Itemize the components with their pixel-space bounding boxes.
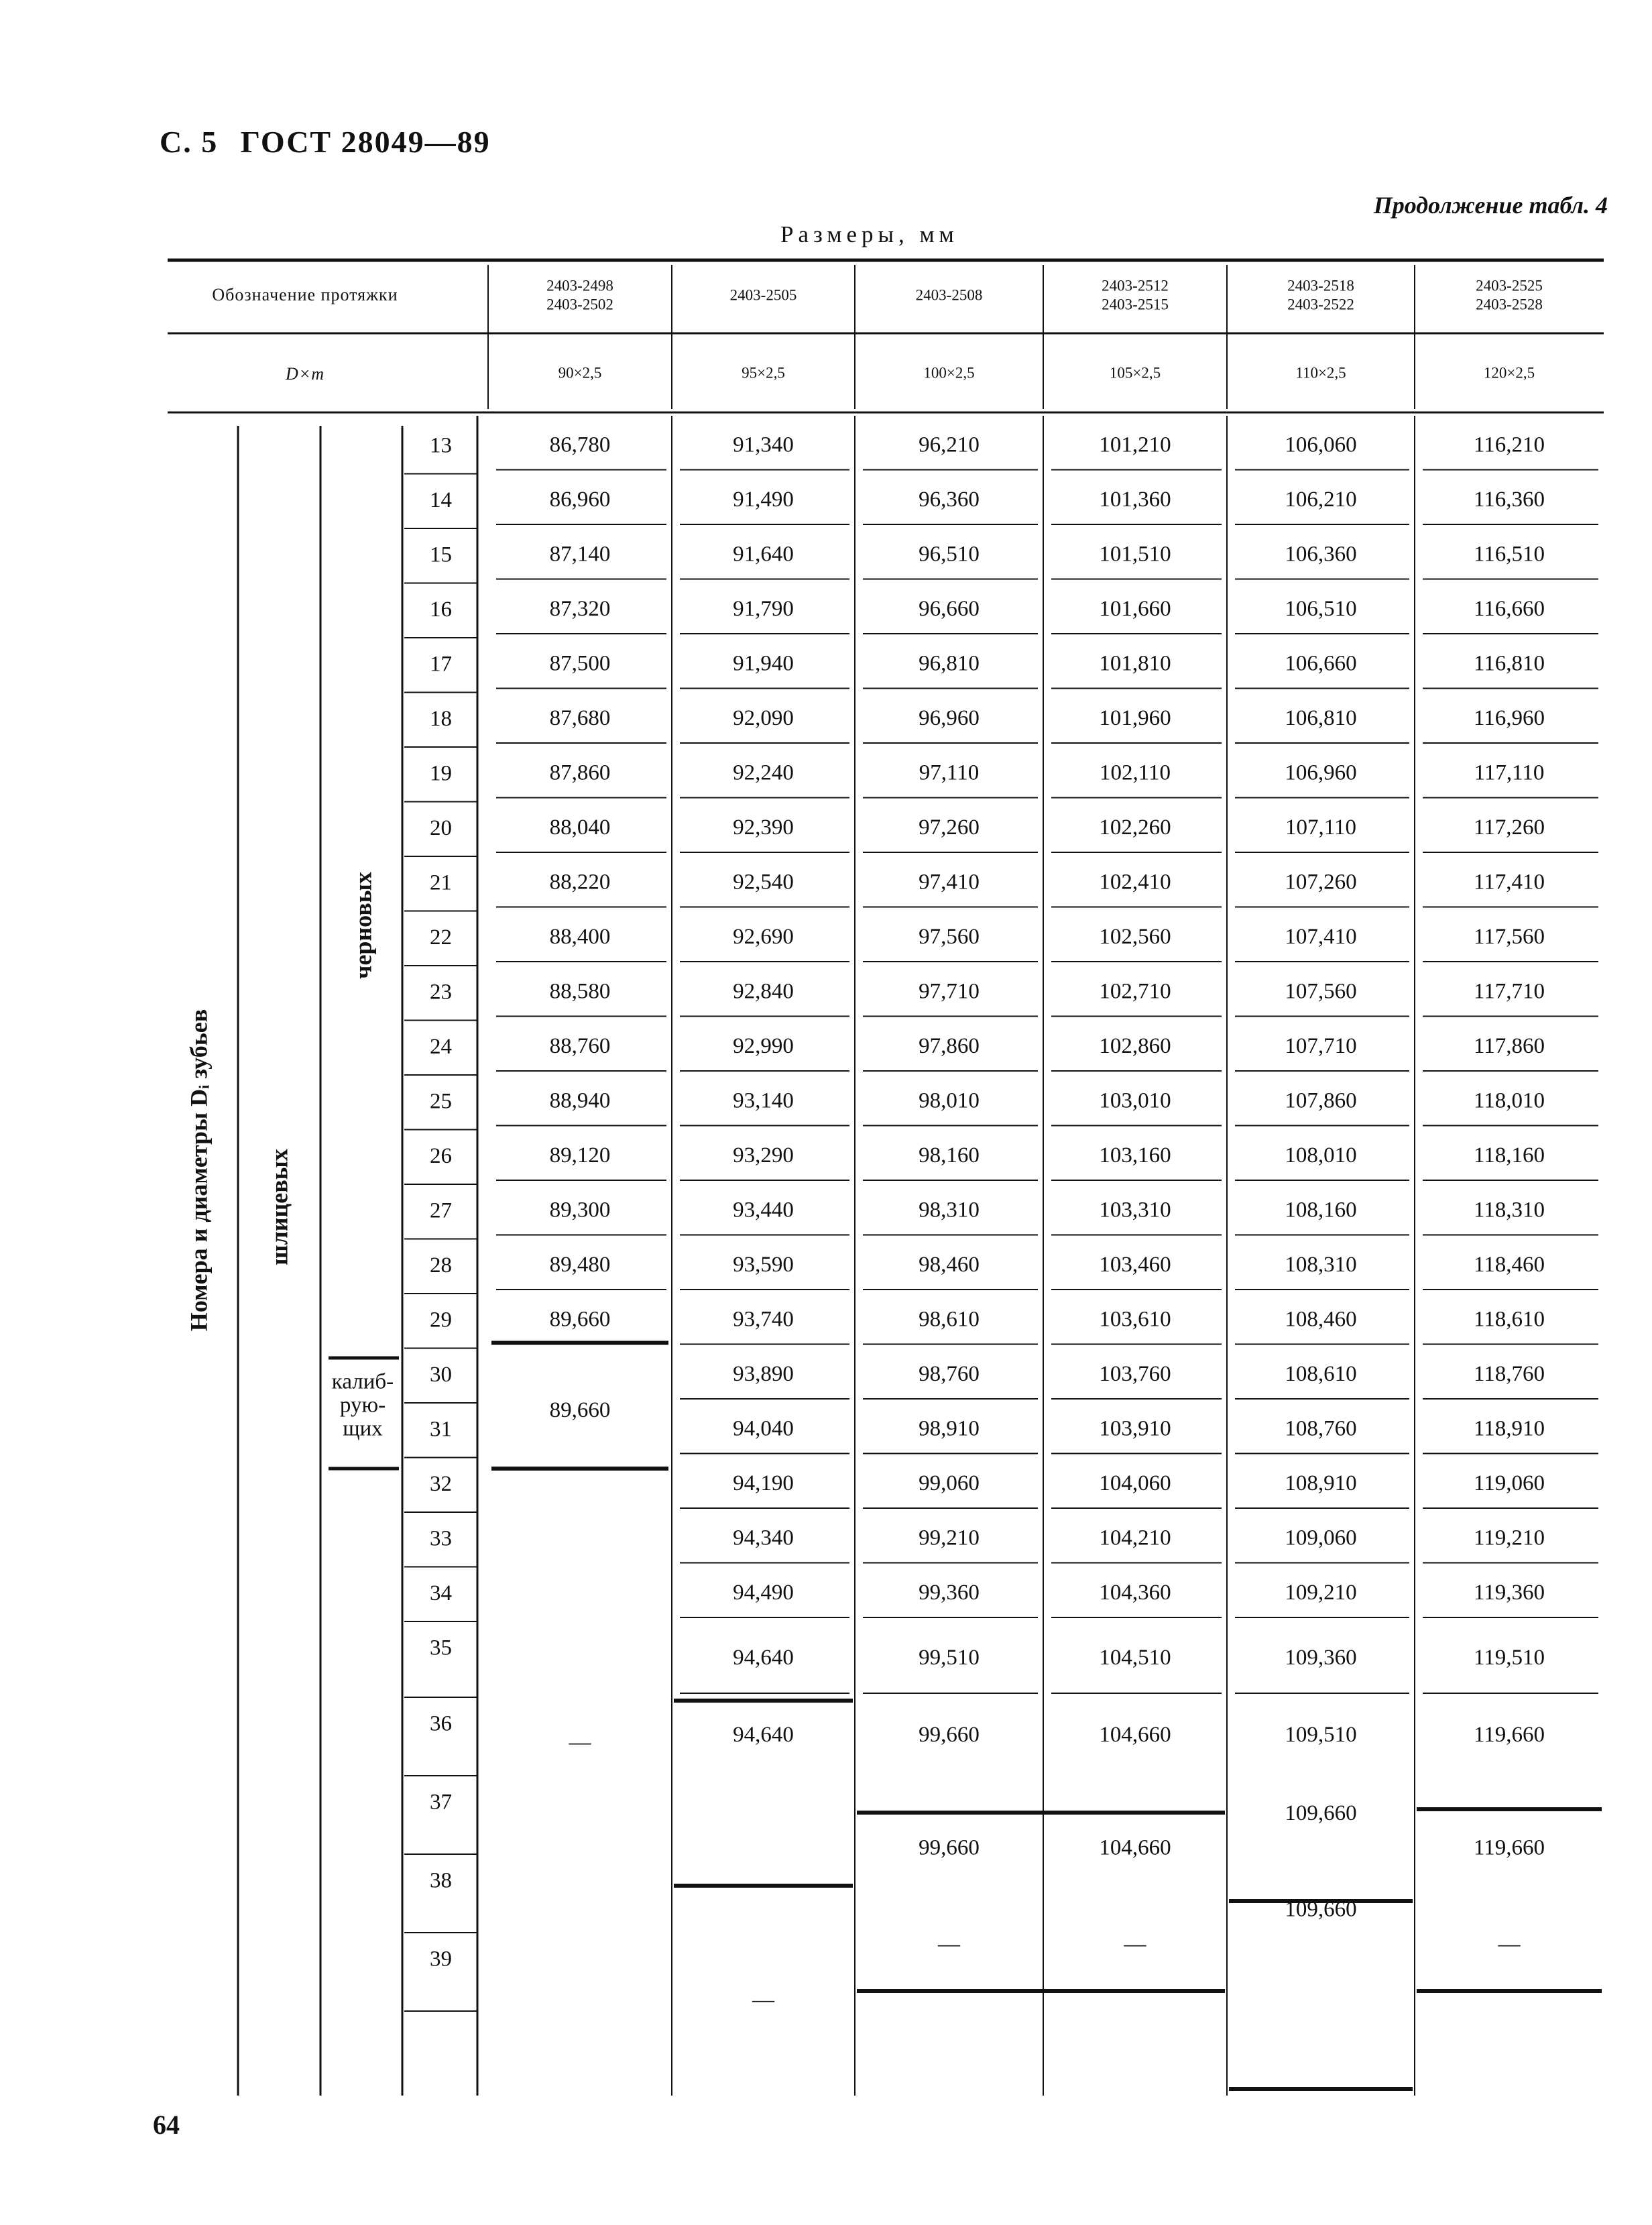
table-cell: 104,060 — [1099, 1471, 1171, 1495]
column-designation: 2403-2528 — [1476, 296, 1543, 313]
table-cell: 119,210 — [1473, 1526, 1545, 1550]
table-cell: — — [569, 1730, 591, 1755]
table-cell: 116,810 — [1473, 651, 1545, 676]
table-cell: 116,360 — [1473, 487, 1545, 512]
table-cell: 93,440 — [733, 1198, 794, 1222]
tooth-number: 18 — [430, 707, 452, 732]
table-cell: 109,660 — [1285, 1897, 1357, 1922]
table-cell: 86,960 — [549, 487, 611, 512]
table-cell: 109,510 — [1285, 1723, 1357, 1748]
table-cell: 89,660 — [549, 1307, 611, 1332]
table-cell: 97,710 — [919, 979, 980, 1004]
table-cell: 94,490 — [733, 1580, 794, 1605]
table-cell: 92,690 — [733, 924, 794, 949]
table-cell: 98,010 — [919, 1088, 980, 1113]
table-cell: 107,260 — [1285, 870, 1357, 895]
table-cell: 103,460 — [1099, 1252, 1171, 1277]
table-cell: 92,090 — [733, 705, 794, 730]
table-cell: 94,640 — [733, 1646, 794, 1670]
table-cell: 116,660 — [1473, 596, 1545, 621]
table-cell: 96,210 — [919, 433, 980, 457]
table-cell: 88,580 — [549, 979, 611, 1004]
table-cell: 104,510 — [1099, 1646, 1171, 1670]
table-cell: 101,360 — [1099, 487, 1171, 512]
table-cell: 117,410 — [1473, 870, 1545, 895]
table-cell: 88,220 — [549, 870, 611, 895]
table-cell: 98,160 — [919, 1143, 980, 1167]
table-cell: 98,310 — [919, 1198, 980, 1222]
table-cell: 93,290 — [733, 1143, 794, 1167]
table-cell: 87,500 — [549, 651, 611, 676]
units-caption: Размеры, мм — [780, 221, 959, 247]
table-cell: 102,110 — [1099, 760, 1171, 785]
table-cell: 119,510 — [1473, 1646, 1545, 1670]
column-dm: 100×2,5 — [923, 364, 975, 382]
table-cell: 109,060 — [1285, 1526, 1357, 1550]
table-cell: 106,360 — [1285, 542, 1357, 567]
page-ref: С. 5 — [160, 125, 219, 159]
tooth-number: 37 — [430, 1790, 452, 1815]
table-cell: 88,760 — [549, 1033, 611, 1058]
designation-label: Обозначение протяжки — [212, 284, 398, 304]
table-cell: 94,340 — [733, 1526, 794, 1550]
column-designation: 2403-2522 — [1287, 296, 1354, 313]
table-cell: 91,490 — [733, 487, 794, 512]
calibrating-label: калиб- — [331, 1369, 394, 1394]
table-cell: 101,210 — [1099, 433, 1171, 457]
table-cell: 92,240 — [733, 760, 794, 785]
table-cell: 92,540 — [733, 870, 794, 895]
table-cell: 107,110 — [1285, 815, 1357, 840]
column-designation: 2403-2512 — [1102, 277, 1169, 294]
table-cell: 88,400 — [549, 924, 611, 949]
table-cell: 88,040 — [549, 815, 611, 840]
table-cell: 93,890 — [733, 1361, 794, 1386]
column-dm: 105×2,5 — [1109, 364, 1161, 382]
tooth-number: 28 — [430, 1253, 452, 1278]
tooth-number: 14 — [430, 488, 452, 513]
table-cell: 108,460 — [1285, 1307, 1357, 1332]
column-dm: 120×2,5 — [1483, 364, 1535, 382]
column-designation: 2403-2498 — [546, 277, 613, 294]
dm-label: D×m — [285, 363, 325, 384]
table-cell: 104,660 — [1099, 1835, 1171, 1860]
table-cell: 117,560 — [1473, 924, 1545, 949]
tooth-number: 22 — [430, 925, 452, 950]
table-continuation-note: Продолжение табл. 4 — [1373, 192, 1608, 219]
table-cell: 116,510 — [1473, 542, 1545, 567]
tooth-number: 25 — [430, 1089, 452, 1114]
column-designation: 2403-2505 — [729, 286, 797, 304]
column-designation: 2403-2518 — [1287, 277, 1354, 294]
table-cell: 89,660 — [549, 1398, 611, 1423]
table-cell: 98,760 — [919, 1361, 980, 1386]
table-cell: 92,390 — [733, 815, 794, 840]
table-cell: 98,910 — [919, 1416, 980, 1441]
tooth-number: 15 — [430, 543, 452, 567]
table-cell: 97,860 — [919, 1033, 980, 1058]
table-cell: 119,660 — [1473, 1835, 1545, 1860]
tooth-number: 23 — [430, 980, 452, 1005]
table-cell: 118,760 — [1473, 1361, 1545, 1386]
column-dm: 95×2,5 — [742, 364, 785, 382]
table-cell: 92,990 — [733, 1033, 794, 1058]
tooth-number: 30 — [430, 1363, 452, 1387]
column-dm: 110×2,5 — [1295, 364, 1346, 382]
table-cell: 106,510 — [1285, 596, 1357, 621]
table-cell: 107,560 — [1285, 979, 1357, 1004]
vertical-label-main: Номера и диаметры Dᵢ зубьев — [185, 1009, 213, 1332]
table-cell: 109,360 — [1285, 1646, 1357, 1670]
table-cell: 108,610 — [1285, 1361, 1357, 1386]
table-cell: 104,360 — [1099, 1580, 1171, 1605]
calibrating-label: щих — [343, 1416, 383, 1441]
table-cell: 104,210 — [1099, 1526, 1171, 1550]
table-cell: 99,660 — [919, 1835, 980, 1860]
tooth-number: 29 — [430, 1308, 452, 1332]
vertical-label-spline: шлицевых — [266, 1149, 293, 1265]
table-cell: 98,460 — [919, 1252, 980, 1277]
table-cell: 99,510 — [919, 1646, 980, 1670]
table-cell: 118,460 — [1473, 1252, 1545, 1277]
table-cell: — — [1498, 1932, 1521, 1957]
table-cell: 93,590 — [733, 1252, 794, 1277]
tooth-number: 24 — [430, 1035, 452, 1060]
table-cell: 106,210 — [1285, 487, 1357, 512]
table-cell: 94,640 — [733, 1723, 794, 1748]
table-cell: 96,360 — [919, 487, 980, 512]
table-cell: 88,940 — [549, 1088, 611, 1113]
tooth-number: 32 — [430, 1472, 452, 1497]
tooth-number: 33 — [430, 1526, 452, 1551]
table-cell: 103,910 — [1099, 1416, 1171, 1441]
table-cell: 119,660 — [1473, 1723, 1545, 1748]
table-cell: 101,660 — [1099, 596, 1171, 621]
table-cell: — — [938, 1932, 960, 1957]
column-designation: 2403-2525 — [1476, 277, 1543, 294]
table-cell: 116,210 — [1473, 433, 1545, 457]
column-designation: 2403-2515 — [1102, 296, 1169, 313]
table-cell: 106,060 — [1285, 433, 1357, 457]
table-cell: 117,860 — [1473, 1033, 1545, 1058]
table-cell: 96,960 — [919, 705, 980, 730]
table-cell: 107,410 — [1285, 924, 1357, 949]
tooth-number: 31 — [430, 1417, 452, 1442]
table-cell: 117,110 — [1474, 760, 1545, 785]
tooth-number: 34 — [430, 1581, 452, 1606]
table-cell: 102,560 — [1099, 924, 1171, 949]
table-cell: 109,210 — [1285, 1580, 1357, 1605]
table-cell: 106,960 — [1285, 760, 1357, 785]
table-cell: 102,410 — [1099, 870, 1171, 895]
table-cell: 119,060 — [1473, 1471, 1545, 1495]
table-cell: 101,960 — [1099, 705, 1171, 730]
table-cell: 103,610 — [1099, 1307, 1171, 1332]
table-cell: 86,780 — [549, 433, 611, 457]
page-number: 64 — [153, 2110, 180, 2140]
table-cell: 103,310 — [1099, 1198, 1171, 1222]
tooth-number: 16 — [430, 597, 452, 622]
tooth-number: 27 — [430, 1198, 452, 1223]
table-cell: — — [1124, 1932, 1146, 1957]
table-cell: 99,660 — [919, 1723, 980, 1748]
table-cell: 108,010 — [1285, 1143, 1357, 1167]
vertical-label-rough: черновых — [349, 872, 377, 979]
table-cell: 87,140 — [549, 542, 611, 567]
tooth-number: 21 — [430, 870, 452, 895]
tooth-number: 35 — [430, 1636, 452, 1660]
table-cell: 97,410 — [919, 870, 980, 895]
table-cell: 97,260 — [919, 815, 980, 840]
tooth-number: 36 — [430, 1711, 452, 1736]
table-cell: 91,940 — [733, 651, 794, 676]
table-cell: 96,810 — [919, 651, 980, 676]
table-cell: 108,310 — [1285, 1252, 1357, 1277]
table-cell: 102,710 — [1099, 979, 1171, 1004]
table-cell: 97,110 — [919, 760, 980, 785]
calibrating-label: рую- — [339, 1393, 386, 1418]
table-cell: 94,040 — [733, 1416, 794, 1441]
table-cell: 106,810 — [1285, 705, 1357, 730]
table-cell: 103,010 — [1099, 1088, 1171, 1113]
table-cell: 99,060 — [919, 1471, 980, 1495]
table-cell: 118,610 — [1473, 1307, 1545, 1332]
table-cell: 101,810 — [1099, 651, 1171, 676]
table-cell: 93,740 — [733, 1307, 794, 1332]
column-dm: 90×2,5 — [558, 364, 602, 382]
table-cell: — — [752, 1988, 774, 2012]
table-cell: 97,560 — [919, 924, 980, 949]
table-cell: 118,010 — [1473, 1088, 1545, 1113]
tooth-number: 19 — [430, 761, 452, 786]
table-cell: 103,160 — [1099, 1143, 1171, 1167]
table-cell: 102,260 — [1099, 815, 1171, 840]
table-cell: 104,660 — [1099, 1723, 1171, 1748]
tooth-number: 20 — [430, 816, 452, 841]
table-cell: 92,840 — [733, 979, 794, 1004]
table-cell: 91,340 — [733, 433, 794, 457]
standard-number: ГОСТ 28049—89 — [240, 125, 491, 159]
table-cell: 107,710 — [1285, 1033, 1357, 1058]
table-cell: 108,910 — [1285, 1471, 1357, 1495]
tooth-number: 38 — [430, 1868, 452, 1893]
table-cell: 87,680 — [549, 705, 611, 730]
table-cell: 118,160 — [1473, 1143, 1545, 1167]
table-cell: 116,960 — [1473, 705, 1545, 730]
table-cell: 102,860 — [1099, 1033, 1171, 1058]
table-cell: 94,190 — [733, 1471, 794, 1495]
table-cell: 119,360 — [1473, 1580, 1545, 1605]
tooth-number: 13 — [430, 433, 452, 458]
table-cell: 103,760 — [1099, 1361, 1171, 1386]
tooth-number: 17 — [430, 652, 452, 677]
table-cell: 89,300 — [549, 1198, 611, 1222]
table-cell: 118,910 — [1473, 1416, 1545, 1441]
table-cell: 93,140 — [733, 1088, 794, 1113]
table-cell: 91,790 — [733, 596, 794, 621]
table-cell: 87,860 — [549, 760, 611, 785]
table-cell: 109,660 — [1285, 1801, 1357, 1826]
tooth-number: 39 — [430, 1947, 452, 1972]
column-designation: 2403-2508 — [915, 286, 983, 304]
table-cell: 89,480 — [549, 1252, 611, 1277]
table-cell: 91,640 — [733, 542, 794, 567]
table-cell: 107,860 — [1285, 1088, 1357, 1113]
table-cell: 117,710 — [1473, 979, 1545, 1004]
table-cell: 87,320 — [549, 596, 611, 621]
table-cell: 98,610 — [919, 1307, 980, 1332]
tooth-number: 26 — [430, 1144, 452, 1169]
column-designation: 2403-2502 — [546, 296, 613, 313]
table-cell: 99,360 — [919, 1580, 980, 1605]
table-cell: 108,760 — [1285, 1416, 1357, 1441]
table-cell: 106,660 — [1285, 651, 1357, 676]
table-cell: 101,510 — [1099, 542, 1171, 567]
table-cell: 89,120 — [549, 1143, 611, 1167]
table-cell: 96,660 — [919, 596, 980, 621]
table-cell: 99,210 — [919, 1526, 980, 1550]
table-cell: 108,160 — [1285, 1198, 1357, 1222]
table-cell: 118,310 — [1473, 1198, 1545, 1222]
table-cell: 96,510 — [919, 542, 980, 567]
table-cell: 117,260 — [1473, 815, 1545, 840]
